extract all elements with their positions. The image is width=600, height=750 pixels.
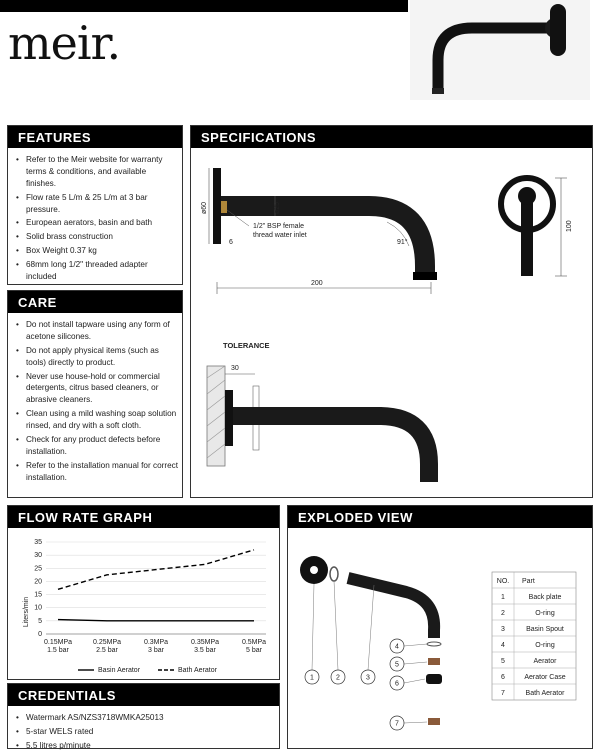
callout-2 bbox=[331, 670, 345, 684]
dim-diameter-60: ø60 bbox=[201, 201, 208, 214]
specifications-panel bbox=[190, 125, 593, 498]
svg-text:1: 1 bbox=[501, 594, 505, 601]
exploded-title: EXPLODED VIEW bbox=[288, 506, 592, 528]
spout-outlet bbox=[413, 272, 437, 280]
care-list bbox=[14, 319, 178, 486]
part-spout bbox=[348, 578, 434, 638]
care-panel bbox=[7, 290, 183, 498]
svg-text:2: 2 bbox=[336, 674, 340, 682]
dim-100: 100 bbox=[566, 220, 573, 232]
part-o-ring bbox=[330, 567, 338, 581]
svg-text:7: 7 bbox=[501, 690, 505, 697]
inlet-note-line-2: thread water inlet bbox=[253, 232, 307, 239]
y-tick-label: 15 bbox=[34, 591, 42, 599]
svg-text:3: 3 bbox=[366, 674, 370, 682]
svg-text:Back plate: Back plate bbox=[528, 594, 562, 601]
inlet-thread bbox=[221, 201, 227, 213]
specifications-title: SPECIFICATIONS bbox=[191, 126, 592, 148]
credentials-list bbox=[14, 712, 274, 750]
back-plate-side bbox=[213, 168, 221, 244]
svg-text:O-ring: O-ring bbox=[535, 642, 555, 649]
list-item: • Never use house-hold or commercial detergents, citrus based cleaners, or abrasive cleaners. bbox=[14, 371, 178, 407]
svg-text:7: 7 bbox=[395, 720, 399, 728]
features-panel bbox=[7, 125, 183, 285]
list-item: • Solid brass construction bbox=[14, 231, 178, 243]
callout-7 bbox=[390, 716, 404, 730]
x-tick-label: 0.35MPa 3.5 bar bbox=[190, 639, 220, 654]
flow-graph-panel bbox=[7, 505, 280, 680]
list-item: • Do not apply physical items (such as tools) directly to product. bbox=[14, 345, 178, 369]
spout-photo-icon bbox=[410, 0, 590, 100]
y-tick-label: 35 bbox=[34, 539, 42, 546]
list-item: • Refer to the Meir website for warranty terms & conditions, and available finishes. bbox=[14, 154, 178, 190]
list-item: • Do not install tapware using any form of acetone silicones. bbox=[14, 319, 178, 343]
credentials-title: CREDENTIALS bbox=[8, 684, 279, 706]
product-hero-image bbox=[410, 0, 590, 100]
tolerance-back-plate bbox=[225, 390, 233, 446]
list-item: • 5.5 litres p/minute bbox=[14, 740, 274, 750]
callout-4 bbox=[390, 639, 404, 653]
list-item: • European aerators, basin and bath bbox=[14, 217, 178, 229]
svg-text:6: 6 bbox=[501, 674, 505, 681]
svg-text:Aerator: Aerator bbox=[533, 658, 557, 665]
svg-text:6: 6 bbox=[395, 680, 399, 688]
svg-text:4: 4 bbox=[395, 643, 399, 651]
tolerance-dim: 30 bbox=[231, 365, 239, 372]
callout-1 bbox=[305, 670, 319, 684]
list-item: • 5-star WELS rated bbox=[14, 726, 274, 738]
tolerance-label: TOLERANCE bbox=[223, 341, 270, 350]
flow-rate-chart bbox=[8, 530, 279, 680]
spout-side bbox=[221, 206, 425, 276]
list-item: • 68mm long 1/2" threaded adapter included bbox=[14, 259, 178, 283]
legend-basin: Basin Aerator bbox=[98, 667, 141, 674]
y-axis-label: Liters/min bbox=[23, 596, 30, 628]
features-list bbox=[14, 154, 178, 285]
top-bar bbox=[0, 0, 408, 12]
brand-logo: meir. bbox=[8, 16, 121, 70]
bath-aerator-line bbox=[58, 550, 254, 589]
part-aerator bbox=[428, 658, 440, 665]
x-tick-label: 0.15MPa 1.5 bar bbox=[43, 639, 73, 654]
svg-text:O-ring: O-ring bbox=[535, 610, 555, 617]
care-title: CARE bbox=[8, 291, 182, 313]
y-tick-label: 5 bbox=[38, 617, 42, 625]
list-item: • Watermark AS/NZS3718WMKA25013 bbox=[14, 712, 274, 724]
y-tick-label: 25 bbox=[34, 565, 42, 573]
x-tick-label: 0.5MPa 5 bar bbox=[241, 639, 267, 654]
part-o-ring-2 bbox=[427, 642, 441, 646]
y-tick-label: 20 bbox=[34, 578, 42, 586]
basin-aerator-line bbox=[58, 620, 254, 621]
list-item: • Flow rate 5 L/m & 25 L/m at 3 bar pressure. bbox=[14, 192, 178, 216]
legend-bath: Bath Aerator bbox=[178, 667, 217, 674]
parts-table bbox=[492, 572, 576, 700]
dim-diameter-25: ø25 bbox=[274, 201, 281, 214]
inlet-note-line-1: 1/2" BSP female bbox=[253, 223, 304, 230]
part-aerator-case bbox=[426, 674, 442, 684]
dim-6: 6 bbox=[229, 239, 233, 246]
list-item: • Box Weight 0.37 kg bbox=[14, 245, 178, 257]
svg-text:Basin Spout: Basin Spout bbox=[526, 626, 564, 633]
list-item: • Refer to the installation manual for correct installation. bbox=[14, 460, 178, 484]
svg-text:4: 4 bbox=[501, 642, 505, 649]
callout-3 bbox=[361, 670, 375, 684]
exploded-drawing bbox=[288, 530, 592, 750]
specification-drawing bbox=[191, 148, 592, 498]
features-title: FEATURES bbox=[8, 126, 182, 148]
flow-graph-title: FLOW RATE GRAPH bbox=[8, 506, 279, 528]
part-bath-aerator bbox=[428, 718, 440, 725]
svg-text:1: 1 bbox=[310, 674, 314, 682]
svg-text:3: 3 bbox=[501, 626, 505, 633]
svg-text:Aerator Case: Aerator Case bbox=[524, 674, 566, 681]
callout-6 bbox=[390, 676, 404, 690]
table-header-part: Part bbox=[522, 578, 535, 585]
svg-text:5: 5 bbox=[395, 661, 399, 669]
table-header-no: NO. bbox=[496, 578, 510, 585]
dim-200: 200 bbox=[311, 280, 323, 287]
tolerance-spout bbox=[233, 416, 429, 482]
exploded-panel bbox=[287, 505, 593, 749]
dim-angle: 91° bbox=[397, 239, 408, 246]
callout-5 bbox=[390, 657, 404, 671]
x-tick-label: 0.25MPa 2.5 bar bbox=[92, 639, 122, 654]
y-tick-label: 30 bbox=[34, 552, 42, 560]
credentials-panel bbox=[7, 683, 280, 749]
list-item: • Clean using a mild washing soap solution rinsed, and dry with a soft cloth. bbox=[14, 408, 178, 432]
y-tick-label: 10 bbox=[34, 604, 42, 612]
svg-text:Bath Aerator: Bath Aerator bbox=[525, 690, 565, 697]
svg-text:5: 5 bbox=[501, 658, 505, 665]
list-item: • Check for any product defects before installation. bbox=[14, 434, 178, 458]
y-tick-label: 0 bbox=[38, 631, 42, 638]
x-tick-label: 0.3MPa 3 bar bbox=[143, 639, 169, 654]
svg-text:2: 2 bbox=[501, 610, 505, 617]
